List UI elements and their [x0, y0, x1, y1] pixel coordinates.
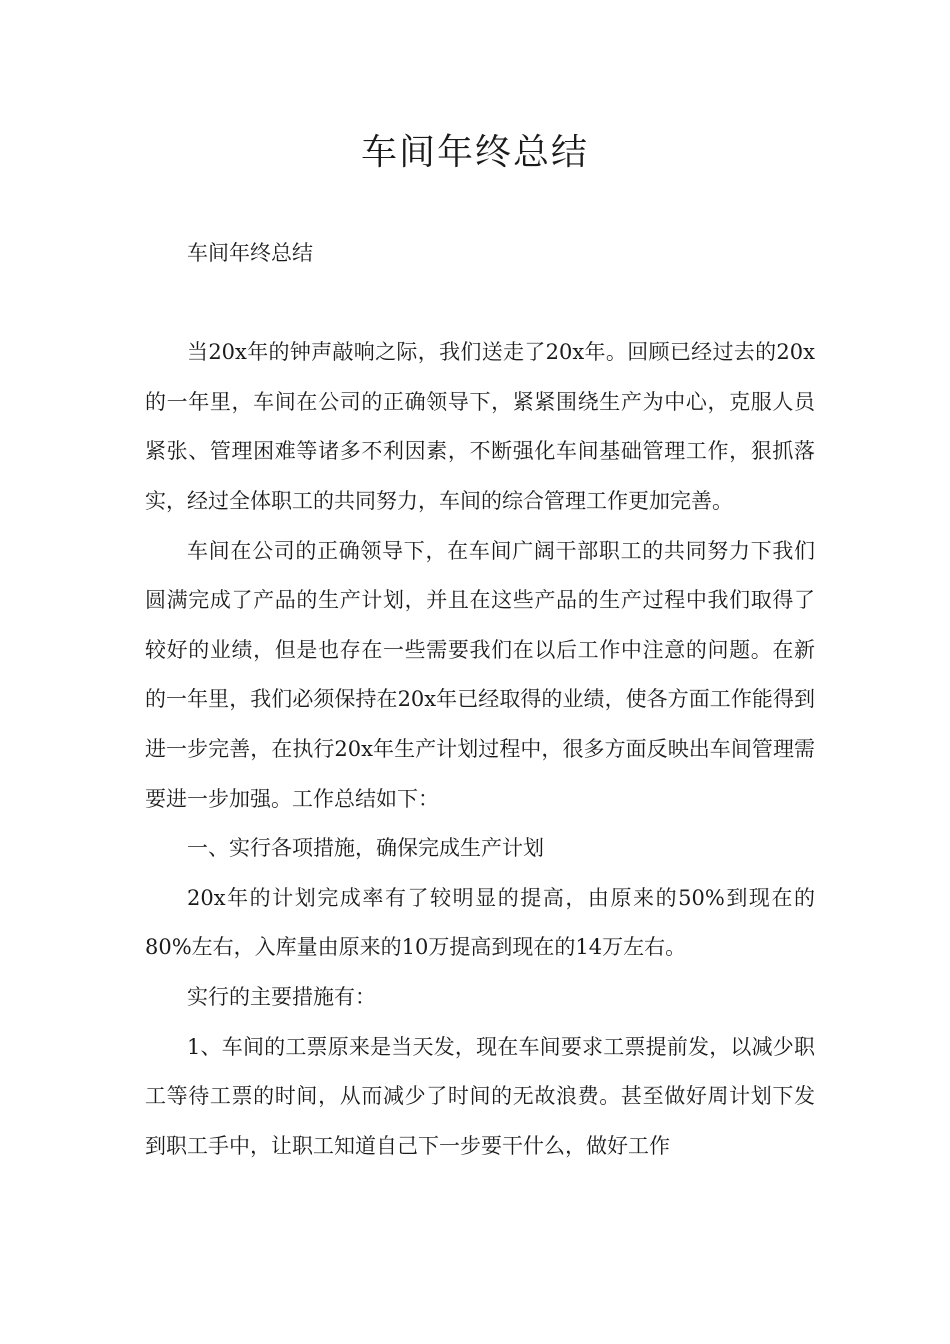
paragraph-overview: 车间在公司的正确领导下，在车间广阔干部职工的共同努力下我们圆满完成了产品的生产计划，并且在这些产品的生产过程中我们取得了较好的业绩，但是也存在一些需要我们在以后工作中注意的问题。在新的一年里，我们必须保持在20x年已经取得的业绩，使各方面工作能得到进一步完善，在执行20x年生产计划过程中，很多方面反映出车间管理需要进一步加强。工作总结如下： — [145, 538, 815, 811]
section-heading-1: 一、实行各项措施，确保完成生产计划 — [187, 836, 544, 861]
paragraph-intro: 当20x年的钟声敲响之际，我们送走了20x年。回顾已经过去的20x的一年里，车间在公司的正确领导下，紧紧围绕生产为中心，克服人员紧张、管理困难等诸多不利因素，不断强化车间基础管理工作，狠抓落实，经过全体职工的共同努力，车间的综合管理工作更加完善。 — [145, 340, 815, 513]
paragraph-measure-1: 1、车间的工票原来是当天发，现在车间要求工票提前发，以减少职工等待工票的时间，从而减少了时间的无故浪费。甚至做好周计划下发到职工手中，让职工知道自己下一步要干什么，做好工作 — [145, 1034, 815, 1158]
paragraph-measures-heading: 实行的主要措施有： — [187, 984, 376, 1009]
document-subtitle: 车间年终总结 — [187, 241, 313, 265]
document-title: 车间年终总结 — [360, 132, 589, 173]
paragraph-completion-rate: 20x年的计划完成率有了较明显的提高，由原来的50%到现在的80%左右，入库量由原来的10万提高到现在的14万左右。 — [145, 885, 815, 960]
document-body — [145, 229, 815, 1171]
